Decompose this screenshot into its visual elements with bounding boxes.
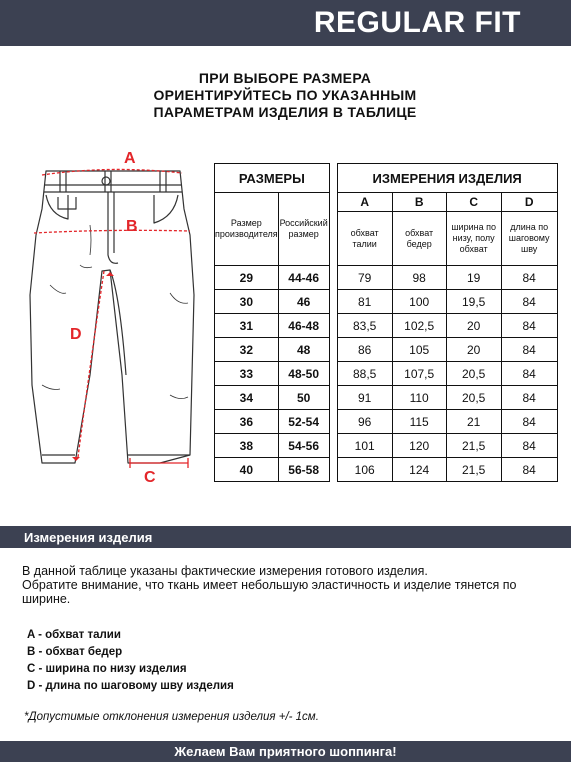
cell-d: 84	[501, 410, 557, 434]
cell-d: 84	[501, 266, 557, 290]
measurements-header: ИЗМЕРЕНИЯ ИЗДЕЛИЯ	[337, 164, 557, 193]
table-row	[215, 266, 558, 290]
intro-line: ПАРАМЕТРАМ ИЗДЕЛИЯ В ТАБЛИЦЕ	[153, 104, 417, 120]
cell-ru: 48-50	[278, 362, 329, 386]
col-letter-a: A	[337, 193, 392, 212]
cell-size: 34	[215, 386, 279, 410]
cell-d: 84	[501, 362, 557, 386]
cell-c: 20	[446, 314, 501, 338]
cell-ru: 54-56	[278, 434, 329, 458]
header-banner	[0, 0, 571, 46]
cell-b: 105	[392, 338, 446, 362]
cell-size: 36	[215, 410, 279, 434]
label-b: B	[126, 218, 138, 235]
cell-size: 38	[215, 434, 279, 458]
cell-d: 84	[501, 290, 557, 314]
cell-b: 100	[392, 290, 446, 314]
cell-a: 88,5	[337, 362, 392, 386]
cell-c: 21	[446, 410, 501, 434]
cell-ru: 52-54	[278, 410, 329, 434]
cell-size: 29	[215, 266, 279, 290]
intro-line: ПРИ ВЫБОРЕ РАЗМЕРА	[198, 70, 372, 86]
col-name-waist: обхват талии	[337, 212, 392, 266]
size-advice-heading	[100, 70, 470, 121]
table-separator	[329, 164, 337, 482]
sizes-header: РАЗМЕРЫ	[215, 164, 330, 193]
table-row	[215, 410, 558, 434]
cell-size: 30	[215, 290, 279, 314]
table-row	[215, 290, 558, 314]
cell-c: 20,5	[446, 362, 501, 386]
cell-c: 20,5	[446, 386, 501, 410]
cell-ru: 46	[278, 290, 329, 314]
cell-d: 84	[501, 458, 557, 482]
table-row	[215, 338, 558, 362]
col-name-hips: обхват бедер	[392, 212, 446, 266]
cell-size: 31	[215, 314, 279, 338]
size-table	[214, 163, 558, 482]
cell-size: 33	[215, 362, 279, 386]
col-letter-b: B	[392, 193, 446, 212]
description-paragraph: Обратите внимание, что ткань имеет небольшую эластичность и изделие тянется по ширине.	[22, 578, 517, 606]
label-c: C	[144, 469, 156, 486]
cell-size: 32	[215, 338, 279, 362]
measurement-legend	[27, 627, 234, 695]
ru-size-header: Российский размер	[278, 193, 329, 266]
cell-b: 115	[392, 410, 446, 434]
cell-a: 79	[337, 266, 392, 290]
cell-d: 84	[501, 338, 557, 362]
cell-a: 96	[337, 410, 392, 434]
table-row	[215, 434, 558, 458]
fit-title: REGULAR FIT	[313, 6, 521, 39]
cell-a: 101	[337, 434, 392, 458]
col-letter-c: C	[446, 193, 501, 212]
legend-item: C - ширина по низу изделия	[27, 663, 187, 675]
description-paragraph: В данной таблице указаны фактические измерения готового изделия.	[22, 564, 428, 578]
label-d: D	[70, 326, 82, 343]
legend-item: B - обхват бедер	[27, 646, 123, 658]
cell-ru: 56-58	[278, 458, 329, 482]
cell-c: 19	[446, 266, 501, 290]
cell-ru: 50	[278, 386, 329, 410]
cell-a: 81	[337, 290, 392, 314]
legend-item: D - длина по шаговому шву изделия	[27, 680, 234, 692]
cell-b: 107,5	[392, 362, 446, 386]
maker-size-header: Размер производителя	[215, 193, 279, 266]
cell-size: 40	[215, 458, 279, 482]
footer-bar	[0, 741, 571, 762]
cell-ru: 46-48	[278, 314, 329, 338]
table-row	[215, 362, 558, 386]
section-title: Измерения изделия	[24, 530, 153, 545]
cell-ru: 44-46	[278, 266, 329, 290]
cell-b: 124	[392, 458, 446, 482]
tolerance-note: *Допустимые отклонения измерения изделия +/- 1см.	[24, 711, 319, 723]
cell-b: 98	[392, 266, 446, 290]
pants-diagram	[20, 145, 210, 490]
table-row	[215, 458, 558, 482]
intro-line: ОРИЕНТИРУЙТЕСЬ ПО УКАЗАННЫМ	[153, 87, 417, 103]
cell-c: 20	[446, 338, 501, 362]
footer-text: Желаем Вам приятного шоппинга!	[174, 744, 397, 759]
description	[22, 564, 552, 606]
cell-d: 84	[501, 434, 557, 458]
table-row	[215, 386, 558, 410]
col-letter-d: D	[501, 193, 557, 212]
table-row	[215, 314, 558, 338]
label-a: A	[124, 150, 136, 167]
cell-a: 83,5	[337, 314, 392, 338]
cell-d: 84	[501, 314, 557, 338]
cell-a: 91	[337, 386, 392, 410]
cell-c: 19,5	[446, 290, 501, 314]
cell-a: 86	[337, 338, 392, 362]
cell-c: 21,5	[446, 458, 501, 482]
cell-b: 120	[392, 434, 446, 458]
legend-item: A - обхват талии	[27, 629, 121, 641]
section-bar	[0, 526, 571, 548]
cell-d: 84	[501, 386, 557, 410]
col-name-hem: ширина по низу, полу обхват	[446, 212, 501, 266]
cell-b: 102,5	[392, 314, 446, 338]
col-name-inseam: длина по шаговому шву	[501, 212, 557, 266]
cell-b: 110	[392, 386, 446, 410]
cell-c: 21,5	[446, 434, 501, 458]
cell-ru: 48	[278, 338, 329, 362]
cell-a: 106	[337, 458, 392, 482]
